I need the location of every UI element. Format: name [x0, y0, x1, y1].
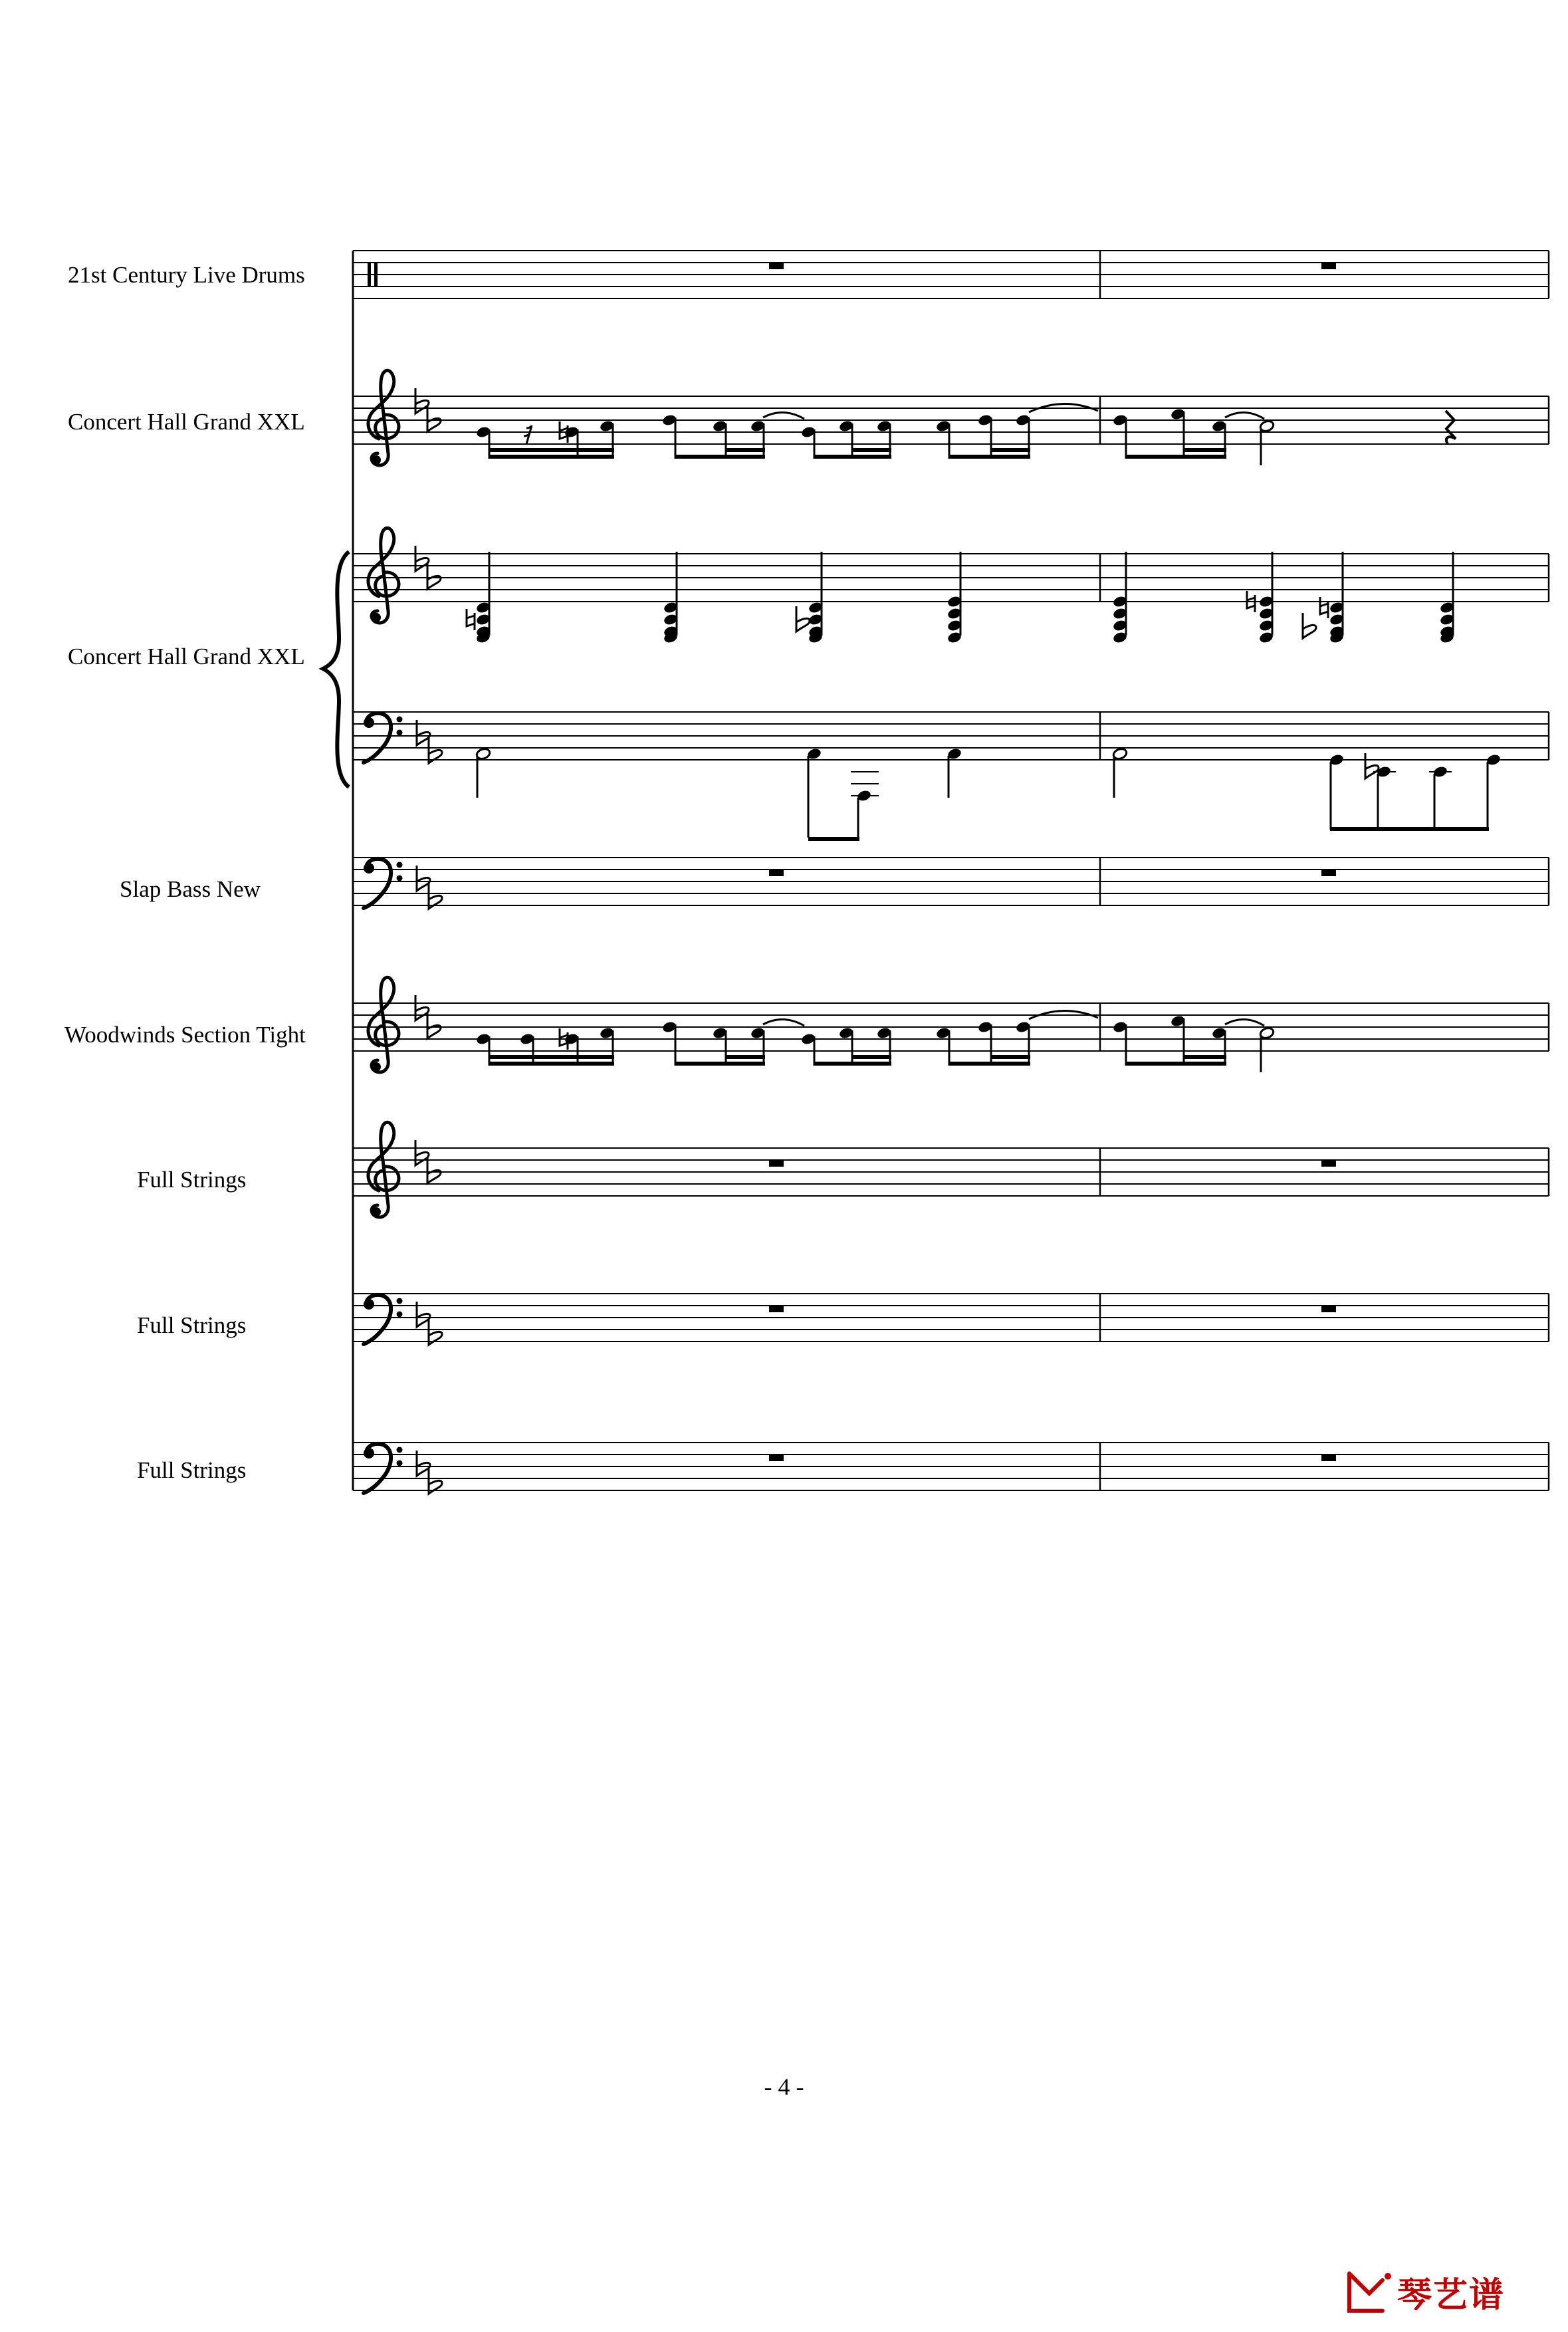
- melody-measure-1: [475, 404, 1098, 459]
- grand-staff-brace: [323, 552, 349, 787]
- bass-measure-1: [475, 747, 962, 839]
- instrument-name-strings-1: Full Strings: [137, 1167, 247, 1193]
- instrument-name-piano-lead: Concert Hall Grand XXL: [68, 409, 305, 435]
- instrument-name-slap-bass: Slap Bass New: [120, 876, 261, 902]
- bass-clef: [364, 713, 403, 762]
- rest-measure-2: [1321, 263, 1336, 269]
- staff-woodwinds: [353, 977, 1549, 1072]
- rest-measure-1: [769, 263, 784, 269]
- instrument-name-woodwinds: Woodwinds Section Tight: [64, 1022, 306, 1048]
- flat-sign: [427, 406, 441, 431]
- treble-clef: [368, 370, 399, 465]
- instrument-name-strings-3: Full Strings: [137, 1457, 247, 1483]
- staff-strings-3: [353, 1443, 1549, 1494]
- staff-drums: [353, 251, 1549, 298]
- watermark-logo-icon: [1349, 2273, 1391, 2311]
- staff-strings-2: [353, 1294, 1549, 1345]
- watermark-text: 琴艺谱: [1397, 2275, 1506, 2315]
- staff-strings-1: [353, 1122, 1549, 1217]
- woodwinds-measure-2: [1112, 1014, 1275, 1072]
- staff-piano-lead: [353, 370, 1549, 465]
- staff-piano-grand: [323, 528, 1549, 839]
- staff-slap-bass: [353, 858, 1549, 909]
- instrument-name-drums: 21st Century Live Drums: [68, 262, 305, 288]
- woodwinds-measure-1: [475, 1010, 1098, 1066]
- instrument-name-piano-grand: Concert Hall Grand XXL: [68, 643, 305, 669]
- page-number: - 4 -: [764, 2073, 804, 2100]
- melody-measure-2: [1112, 408, 1456, 465]
- instrument-name-strings-2: Full Strings: [137, 1312, 247, 1338]
- percussion-clef: [368, 263, 371, 287]
